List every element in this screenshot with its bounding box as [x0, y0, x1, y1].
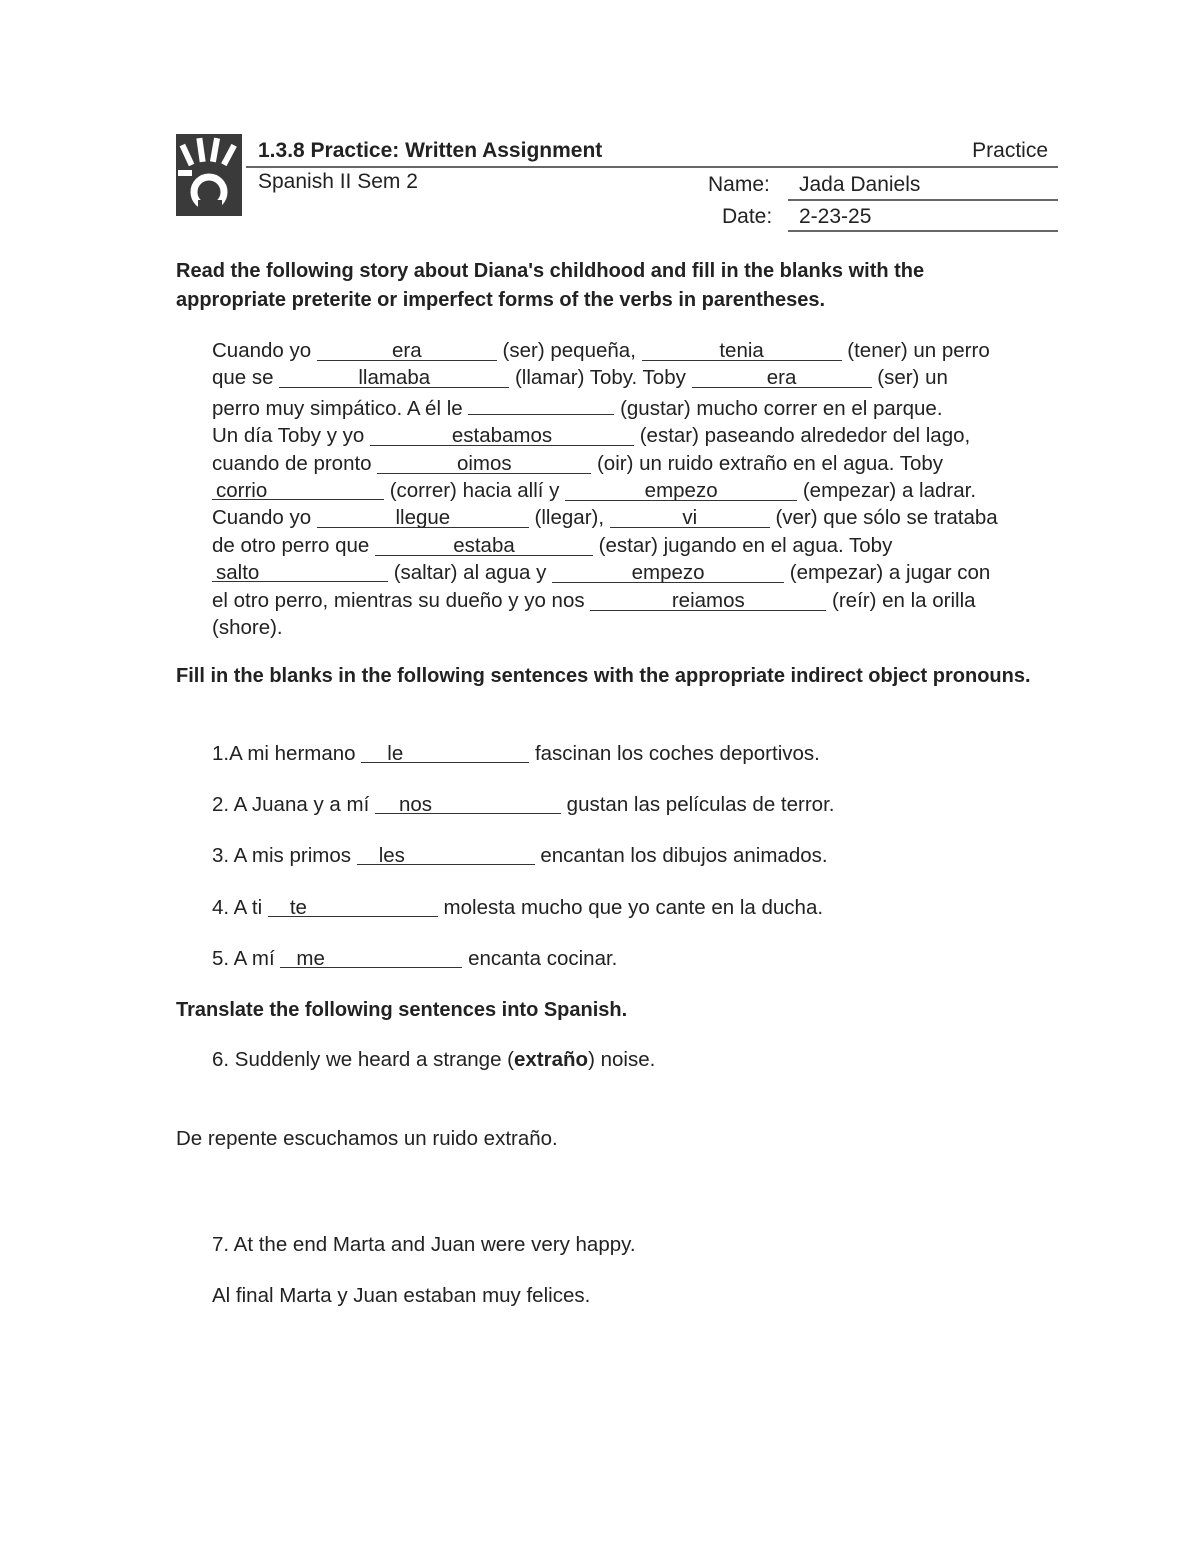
blank-empezar[interactable]: empezo [565, 478, 797, 501]
section3-instructions: Translate the following sentences into Spanish. [176, 999, 628, 1021]
pronoun-sentence-2: 2. A Juana y a mí nos gustan las películas de terror. [212, 793, 835, 816]
blank-llegar[interactable]: llegue [317, 505, 529, 528]
blank-ser[interactable]: era [317, 338, 497, 361]
pronoun-sentence-5: 5. A mí me encanta cocinar. [212, 947, 618, 970]
header-divider [246, 166, 1058, 168]
translation-question-6: 6. Suddenly we heard a strange (extraño) noise. [212, 1048, 656, 1071]
blank-ver[interactable]: vi [610, 505, 770, 528]
blank-estar-2[interactable]: estaba [375, 533, 593, 556]
story-line: (shore). [212, 616, 283, 640]
story-line: Cuando yo era (ser) pequeña, tenia (tener) un perro [212, 339, 990, 362]
story-line: Cuando yo llegue (llegar), vi (ver) que sólo se trataba [212, 506, 998, 530]
assignment-type: Practice [972, 139, 1048, 162]
publisher-logo [176, 134, 242, 216]
date-field[interactable]: 2-23-25 [799, 205, 872, 228]
blank-pronoun-5[interactable]: me [280, 946, 462, 968]
pronoun-sentence-3: 3. A mis primos les encantan los dibujos animados. [212, 844, 828, 867]
blank-correr[interactable]: corrio [212, 478, 384, 500]
name-underline [788, 199, 1058, 201]
blank-reir[interactable]: reiamos [590, 588, 826, 611]
blank-tener[interactable]: tenia [642, 338, 842, 361]
blank-pronoun-3[interactable]: les [357, 843, 535, 865]
story-line: de otro perro que estaba (estar) jugando en el agua. Toby [212, 533, 893, 557]
date-underline [788, 230, 1058, 232]
assignment-title: 1.3.8 Practice: Written Assignment [258, 139, 603, 162]
date-label: Date: [722, 205, 773, 228]
blank-gustar[interactable] [468, 392, 614, 415]
story-line: cuando de pronto oimos (oir) un ruido extraño en el agua. Toby [212, 451, 944, 475]
name-field[interactable]: Jada Daniels [799, 173, 921, 196]
blank-estar[interactable]: estabamos [370, 423, 634, 446]
pronoun-sentence-4: 4. A ti te molesta mucho que yo cante en la ducha. [212, 896, 824, 919]
translation-answer-6[interactable]: De repente escuchamos un ruido extraño. [176, 1127, 558, 1150]
blank-pronoun-1[interactable]: le [361, 741, 529, 763]
section1-instructions: Read the following story about Diana's childhood and fill in the blanks with the appropriate preterite or imperfect forms of the verbs in parentheses. [176, 260, 925, 311]
blank-saltar[interactable]: salto [212, 560, 388, 582]
blank-pronoun-4[interactable]: te [268, 895, 438, 917]
course-name: Spanish II Sem 2 [258, 170, 418, 193]
blank-pronoun-2[interactable]: nos [375, 792, 561, 814]
blank-ser-2[interactable]: era [692, 365, 872, 388]
story-line: perro muy simpático. A él le (gustar) mucho correr en el parque. [212, 392, 1062, 422]
name-label: Name: [708, 173, 770, 196]
translation-answer-7[interactable]: Al final Marta y Juan estaban muy felices. [212, 1284, 591, 1307]
pronoun-sentence-1: 1.A mi hermano le fascinan los coches deportivos. [212, 742, 820, 765]
blank-oir[interactable]: oimos [377, 451, 591, 474]
blank-empezar-2[interactable]: empezo [552, 560, 784, 583]
story-line: corrio (correr) hacia allí y empezo (empezar) a ladrar. [212, 477, 1062, 504]
story-line: Un día Toby y yo estabamos (estar) paseando alrededor del lago, [212, 424, 971, 448]
story-line: que se llamaba (llamar) Toby. Toby era (ser) un [212, 366, 948, 390]
section2-instructions: Fill in the blanks in the following sentences with the appropriate indirect object pronouns. [176, 665, 1031, 687]
story-line: salto (saltar) al agua y empezo (empezar) a jugar con [212, 559, 1062, 586]
story-paragraph [212, 337, 1062, 641]
story-line: el otro perro, mientras su dueño y yo nos reiamos (reír) en la orilla [212, 588, 976, 612]
blank-llamar[interactable]: llamaba [279, 365, 509, 388]
sun-logo-icon [176, 134, 242, 216]
translation-question-7: 7. At the end Marta and Juan were very happy. [212, 1233, 636, 1256]
